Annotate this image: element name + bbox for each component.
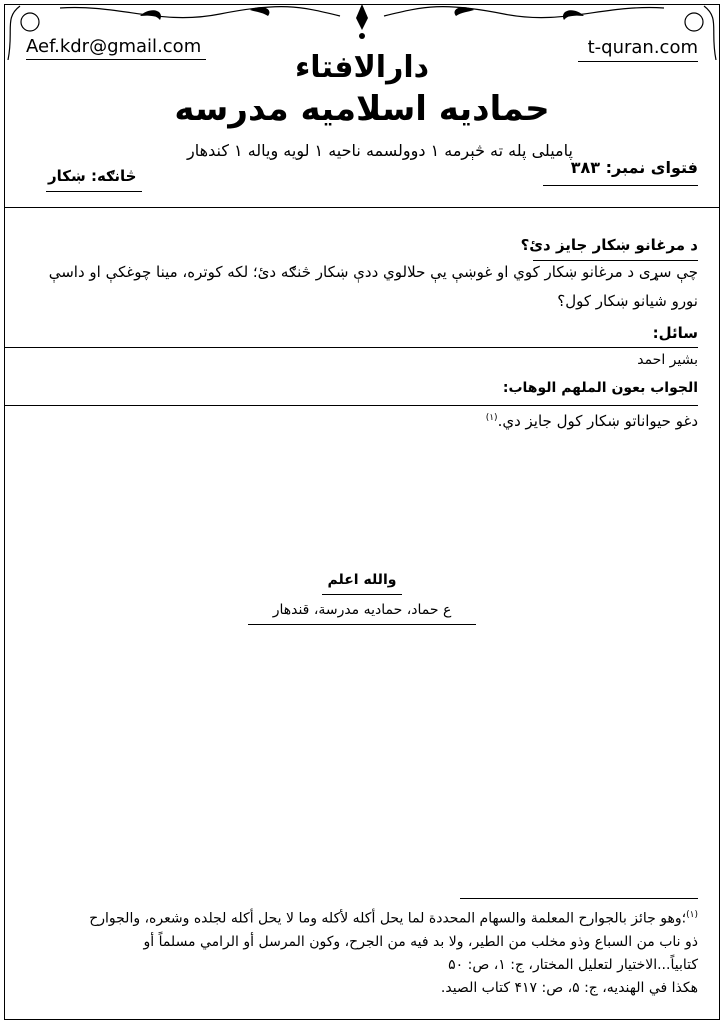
footnote-marker: (۱) [686, 910, 698, 920]
allah-alam-underline [322, 594, 402, 595]
topic-label: څانګه: ښکار [48, 167, 137, 185]
footnote-line: کتابیاً...الاختیار لتعلیل المختار، ج: ۱، ص: ۵۰ [448, 956, 698, 973]
madrasa-name: حمادیه اسلامیه مدرسه [174, 89, 550, 129]
footnote-separator [460, 898, 698, 899]
answer-body [486, 412, 698, 430]
footnote-line: هکذا في الهندیه، ج: ۵، ص: ۴۱۷ کتاب الصید. [440, 979, 698, 996]
institution-title: دارالافتاء [294, 50, 430, 85]
website-link[interactable]: t-quran.com [587, 37, 698, 58]
fatwa-number: فتوای نمبر: ۳۸۳ [570, 158, 698, 177]
footnote-ref[interactable]: (۱) [485, 413, 498, 423]
footnote [26, 904, 698, 1000]
question-title: د مرغانو ښکار جایز دئ؟ [520, 236, 698, 254]
answer-label: الجواب بعون الملهم الوهاب: [502, 380, 698, 396]
footnote-line: ذو ناب من السباع وذو مخلب من الطیر، ولا بد فیه من الجرح، وکون المرسل أو الرامي مسلماً أو [143, 933, 698, 950]
answer-text: دغو حیواناتو ښکار کول جایز دي. [497, 412, 698, 430]
asker-label: سائل: [652, 324, 698, 342]
answer-divider [4, 405, 698, 406]
email-link[interactable]: Aef.kdr@gmail.com [26, 36, 202, 57]
topic-underline [46, 191, 142, 192]
signature-underline [248, 624, 476, 625]
signature: ع حماد، حمادیه مدرسة، قندهار [272, 602, 452, 618]
address: پامیلی پله ته څېرمه ۱ دوولسمه ناحیه ۱ لویه ویاله ۱ کندهار [187, 141, 573, 160]
allah-alam: والله اعلم [327, 572, 397, 588]
fatwa-number-underline [543, 185, 698, 186]
asker-name: بشیر احمد [637, 352, 698, 368]
footnote-line: $^{(۱)}$؛وهو جائز بالجوارح المعلمة والسهام المحددة لما یحل أکله لأکله وما لا یحل أکله لجلده وشعره، والجوارح [89, 910, 698, 927]
header-divider [4, 207, 720, 208]
question-body: چې سړی د مرغانو ښکار کوي او غوښې یې حلالوي ددې ښکار څنګه دئ؛ لکه کوتره، مینا چوغکې او داسې نورو شیانو ښکار کول؟ [48, 263, 698, 310]
asker-divider [4, 347, 698, 348]
